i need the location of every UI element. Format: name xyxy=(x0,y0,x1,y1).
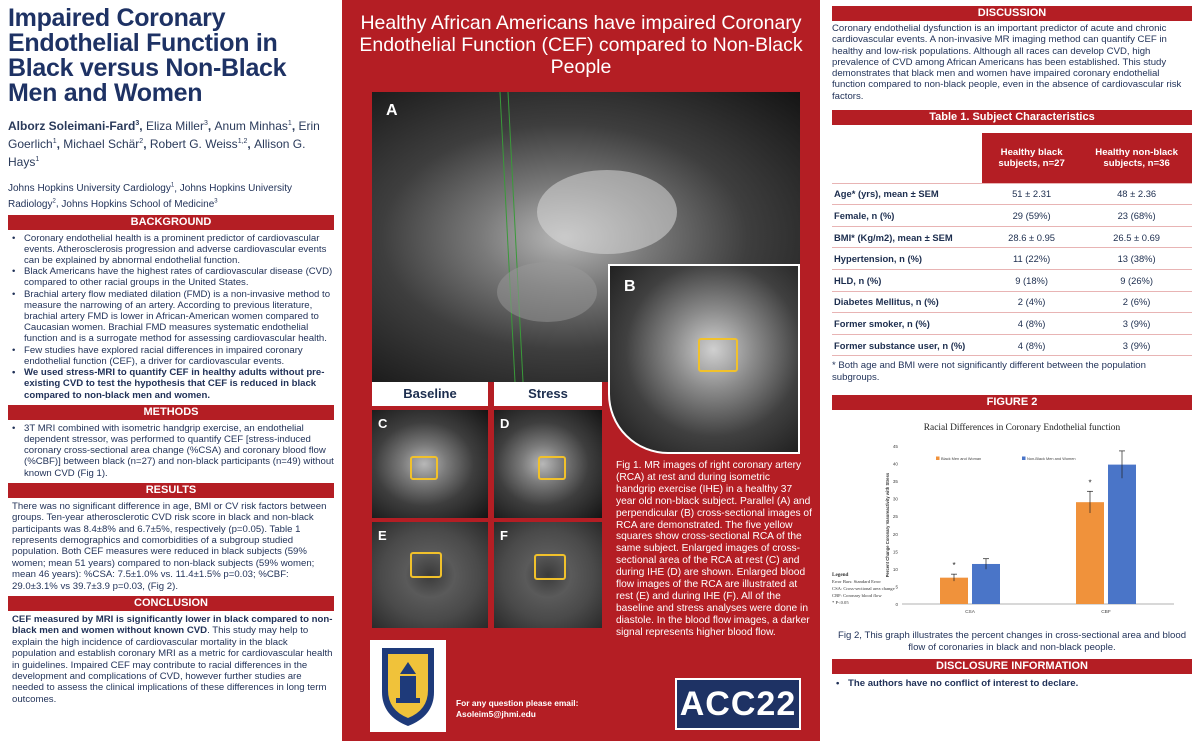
left-column xyxy=(0,0,342,741)
legend-note-line: * P<0.05 xyxy=(832,599,849,605)
roi-square-f xyxy=(534,554,566,580)
roi-square-d xyxy=(538,456,566,480)
list-item: • We used stress-MRI to quantify CEF in healthy adults without pre-existing CVD to test the hypothesis that CEF is reduced in black compared to non-black men and women. xyxy=(8,367,334,401)
y-tick-label: 25 xyxy=(892,514,898,520)
figure2-caption: Fig 2, This graph illustrates the percent changes in cross-sectional area and blood flow of coronaries in black and non-black people. xyxy=(837,629,1187,653)
significance-marker: * xyxy=(1088,478,1092,488)
chart-title: Racial Differences in Coronary Endothelial function xyxy=(923,422,1121,433)
row-label: Diabetes Mellitus, n (%) xyxy=(832,291,982,313)
y-axis-label: Percent Change Coronary Vasoreactivity with Stress xyxy=(885,472,890,578)
author-name: Allison G. Hays$^1$ xyxy=(8,137,306,169)
panel-label-c: C xyxy=(378,416,388,431)
col-header-black: Healthy black subjects, n=27 xyxy=(982,133,1081,183)
y-tick-label: 30 xyxy=(892,496,898,502)
cell-black: 11 (22%) xyxy=(982,248,1081,270)
center-column xyxy=(342,0,820,741)
conclusion-heading: CONCLUSION xyxy=(8,596,334,611)
row-label: Hypertension, n (%) xyxy=(832,248,982,270)
contact-email-block xyxy=(456,698,636,720)
bar-csa-1 xyxy=(972,564,1000,604)
table-row xyxy=(832,205,1192,227)
fig1-caption: Fig 1. MR images of right coronary artery (RCA) at rest and during isometric handgrip exercise (IHE) in a healthy 37 year old non-black subject. Parallel (A) and perpendicular (B) cross-sectional images of RCA are demonstrated. The five yellow squares show cross-sectional RCA of the same subject. Enlarged images of cross-sectional area of the RCA at rest (C) and during IHE (D) are shown. Enlarged blood flow images of the RCA are illustrated at rest (E) and during IHE (F). All of the baseline and stress analyses were done in diastole. In the blood flow images, a darker signal represents higher blood flow. xyxy=(616,460,812,638)
cell-black: 2 (4%) xyxy=(982,291,1081,313)
hopkins-logo xyxy=(370,640,446,732)
discussion-text: Coronary endothelial dysfunction is an important predictor of acute and chronic cardiovascular events. A non-invasive MR imaging method can quantify CEF in healthy and low-risk populations. Although all races can develop CVD, high prevalence of CVD among African Americans has been established. This study demonstrates that black men and women have impaired coronary endothelial function compared to non-black people, even in the absence of cardiovascular risk factors. xyxy=(832,23,1182,102)
mri-panel-e xyxy=(372,522,488,628)
cell-black: 51 ± 2.31 xyxy=(982,183,1081,205)
y-tick-label: 35 xyxy=(892,479,898,485)
poster-title: Impaired Coronary Endothelial Function in Black versus Non-Black Men and Women xyxy=(8,4,287,107)
row-label: HLD, n (%) xyxy=(832,269,982,291)
table-row xyxy=(832,183,1192,205)
y-tick-label: 5 xyxy=(895,584,898,590)
row-label: Female, n (%) xyxy=(832,205,982,227)
table-row xyxy=(832,291,1192,313)
legend-note-line: CSA: Cross-sectional area change xyxy=(832,585,895,591)
results-heading: RESULTS xyxy=(8,483,334,498)
list-item: • Black Americans have the highest rates of cardiovascular disease (CVD) compared to other racial groups in the United States. xyxy=(8,266,334,288)
methods-list xyxy=(8,423,334,479)
email-address[interactable]: Asoleim5@jhmi.edu xyxy=(456,709,536,719)
panel-label-f: F xyxy=(500,528,508,543)
baseline-label: Baseline xyxy=(372,382,488,406)
y-tick-label: 40 xyxy=(892,461,898,467)
mri-panel-f xyxy=(494,522,602,628)
cell-nonblack: 13 (38%) xyxy=(1081,248,1192,270)
figure2-heading: FIGURE 2 xyxy=(832,395,1192,410)
author-name: Eliza Miller$^3$ xyxy=(145,119,208,133)
author-name: Alborz Soleimani-Fard$^3$ xyxy=(8,119,140,133)
bar-cbf-0 xyxy=(1076,502,1104,604)
affiliation: Johns Hopkins University Cardiology$^1$ xyxy=(8,183,175,195)
results-text: There was no significant difference in age, BMI or CV risk factors between groups. Ten-year atherosclerotic CVD risk score in black and non-black participants was 8.4±8% and 6.7±5%, respectively (p=0.05). Table 1 represents demographics and comorbidities of a subgroup studied population. Both CEF measures were reduced in black subjects (59% women; mean 51 years) compared to non-black subjects (59% women; mean 46 years): %CSA: 7.5±1.0% vs. 11.4±1.5% p=0.03; %CBF: 29.0±3.1% vs 39.7±3.9 p=0.03, (Fig 2). xyxy=(12,500,327,592)
row-label: Former substance user, n (%) xyxy=(832,334,982,356)
row-label: BMI* (Kg/m2), mean ± SEM xyxy=(832,226,982,248)
y-tick-label: 10 xyxy=(892,566,898,572)
panel-label-a: A xyxy=(386,102,398,119)
legend-note-line: Legend xyxy=(832,571,849,578)
legend-note-line: CBF: Coronary blood flow xyxy=(832,592,882,598)
bar-csa-0 xyxy=(940,578,968,604)
table-row xyxy=(832,269,1192,291)
legend-label: Non-Black Men and Women xyxy=(1027,455,1076,461)
table1-footnote: * Both age and BMI were not significantly different between the population subgroups. xyxy=(832,360,1146,383)
y-tick-label: 20 xyxy=(892,531,898,537)
disclosure-list xyxy=(832,678,1192,689)
list-item: • 3T MRI combined with isometric handgrip exercise, an endothelial dependent stressor, was performed to quantify CEF [stress-induced coronary cross-sectional area change (%CSA) and coronary blood flow (%CBF)] between black (n=27) and non-black participants (n=49) without known CVD (Fig 1). xyxy=(8,423,334,479)
list-item: • The authors have no conflict of interest to declare. xyxy=(832,678,1192,689)
row-label: Former smoker, n (%) xyxy=(832,313,982,335)
legend-note-line: Error Bars: Standard Error xyxy=(832,578,881,584)
conclusion-bold: CEF measured by MRI is significantly lower in black compared to non-black men and women without known CVD xyxy=(12,613,333,637)
table-row xyxy=(832,248,1192,270)
cell-nonblack: 23 (68%) xyxy=(1081,205,1192,227)
list-item: • Few studies have explored racial differences in impaired coronary endothelial function (CEF), a driver for cardiovascular events. xyxy=(8,345,334,367)
panel-label-e: E xyxy=(378,528,387,543)
disclosure-heading: DISCLOSURE INFORMATION xyxy=(832,659,1192,674)
author-name: Erin Goerlich$^1$ xyxy=(8,119,320,151)
center-title: Healthy African Americans have impaired Coronary Endothelial Function (CEF) compared to Non-Black People xyxy=(359,12,803,78)
conclusion-text xyxy=(8,614,334,705)
author-name: Anum Minhas$^1$ xyxy=(214,119,292,133)
significance-marker: * xyxy=(952,561,956,571)
conclusion-rest: . This study may help to explain the high incidence of cardiovascular mortality in the black population and establish coronary MRI as a metric for cardiovascular health in guidelines. Impaired CEF may contribute to racial differences in the development and complications of CVD, however further studies are needed to assess the clinical implications of these differences in long term outcomes. xyxy=(12,625,333,705)
cell-nonblack: 9 (26%) xyxy=(1081,269,1192,291)
row-label: Age* (yrs), mean ± SEM xyxy=(832,183,982,205)
cell-black: 29 (59%) xyxy=(982,205,1081,227)
coronary-function-bar-chart xyxy=(832,416,1192,628)
list-item: • Coronary endothelial health is a prominent predictor of cardiovascular events. Atherosclerosis progression and adverse cardiovascular events can be explained by abnormal endothelial function. xyxy=(8,233,334,267)
col-header-nonblack: Healthy non-black subjects, n=36 xyxy=(1081,133,1192,183)
cell-black: 4 (8%) xyxy=(982,313,1081,335)
right-column xyxy=(820,0,1200,741)
cell-black: 9 (18%) xyxy=(982,269,1081,291)
affiliation: Johns Hopkins School of Medicine$^3$ xyxy=(61,198,218,210)
cell-nonblack: 3 (9%) xyxy=(1081,334,1192,356)
mri-panel-c xyxy=(372,410,488,518)
legend-swatch xyxy=(936,456,940,460)
x-tick-label: CBF xyxy=(1101,609,1111,615)
table1-heading: Table 1. Subject Characteristics xyxy=(832,110,1192,125)
table-row xyxy=(832,313,1192,335)
y-tick-label: 45 xyxy=(892,443,898,449)
y-tick-label: 0 xyxy=(895,601,898,607)
methods-heading: METHODS xyxy=(8,405,334,420)
table-header-row xyxy=(832,133,1192,183)
discussion-heading: DISCUSSION xyxy=(832,6,1192,21)
author-name: Michael Schär$^2$ xyxy=(63,137,144,151)
bar-cbf-1 xyxy=(1108,465,1136,604)
affiliation: Johns Hopkins University Radiology$^2$ xyxy=(8,183,293,210)
email-prompt: For any question please email: xyxy=(456,698,579,708)
cell-nonblack: 3 (9%) xyxy=(1081,313,1192,335)
affiliations: Johns Hopkins University Cardiology$^1$, Johns Hopkins University Radiology$^2$, Johns Hopkins School of Medicine$^3$ xyxy=(8,183,293,210)
cell-nonblack: 48 ± 2.36 xyxy=(1081,183,1192,205)
table-row xyxy=(832,226,1192,248)
legend-swatch xyxy=(1022,456,1026,460)
subject-characteristics-table xyxy=(832,133,1192,356)
cell-black: 28.6 ± 0.95 xyxy=(982,226,1081,248)
x-tick-label: CSA xyxy=(965,609,975,615)
shield-icon xyxy=(370,640,446,732)
panel-label-d: D xyxy=(500,416,510,431)
legend-label: Black Men and Woman xyxy=(941,455,982,461)
cell-black: 4 (8%) xyxy=(982,334,1081,356)
author-name: Robert G. Weiss$^{1,2}$ xyxy=(149,137,248,151)
roi-square-c xyxy=(410,456,438,480)
background-list xyxy=(8,233,334,401)
table-row xyxy=(832,334,1192,356)
acc22-logo: ACC22 xyxy=(675,678,801,730)
roi-square-b xyxy=(698,338,738,372)
background-heading: BACKGROUND xyxy=(8,215,334,230)
cell-nonblack: 26.5 ± 0.69 xyxy=(1081,226,1192,248)
list-item: • Brachial artery flow mediated dilation (FMD) is a non-invasive method to measure the narrowing of an artery. According to previous literature, brachial artery FMD is lower in African-American women compared to Caucasian women. Brachial FMD measures systematic endothelial function and is a surrogate method for assessing cardiovascular health. xyxy=(8,289,334,345)
panel-label-b: B xyxy=(624,278,636,295)
y-tick-label: 15 xyxy=(892,549,898,555)
stress-label: Stress xyxy=(494,382,602,406)
mri-panel-d xyxy=(494,410,602,518)
mri-panel-b xyxy=(608,264,800,454)
cell-nonblack: 2 (6%) xyxy=(1081,291,1192,313)
author-list: Alborz Soleimani-Fard$^3$, Eliza Miller$^3$, Anum Minhas$^1$, Erin Goerlich$^1$, Michael Schär$^2$, Robert G. Weiss$^{1,2}$, Allison G. Hays$^1$ xyxy=(8,119,320,169)
roi-square-e xyxy=(410,552,442,578)
